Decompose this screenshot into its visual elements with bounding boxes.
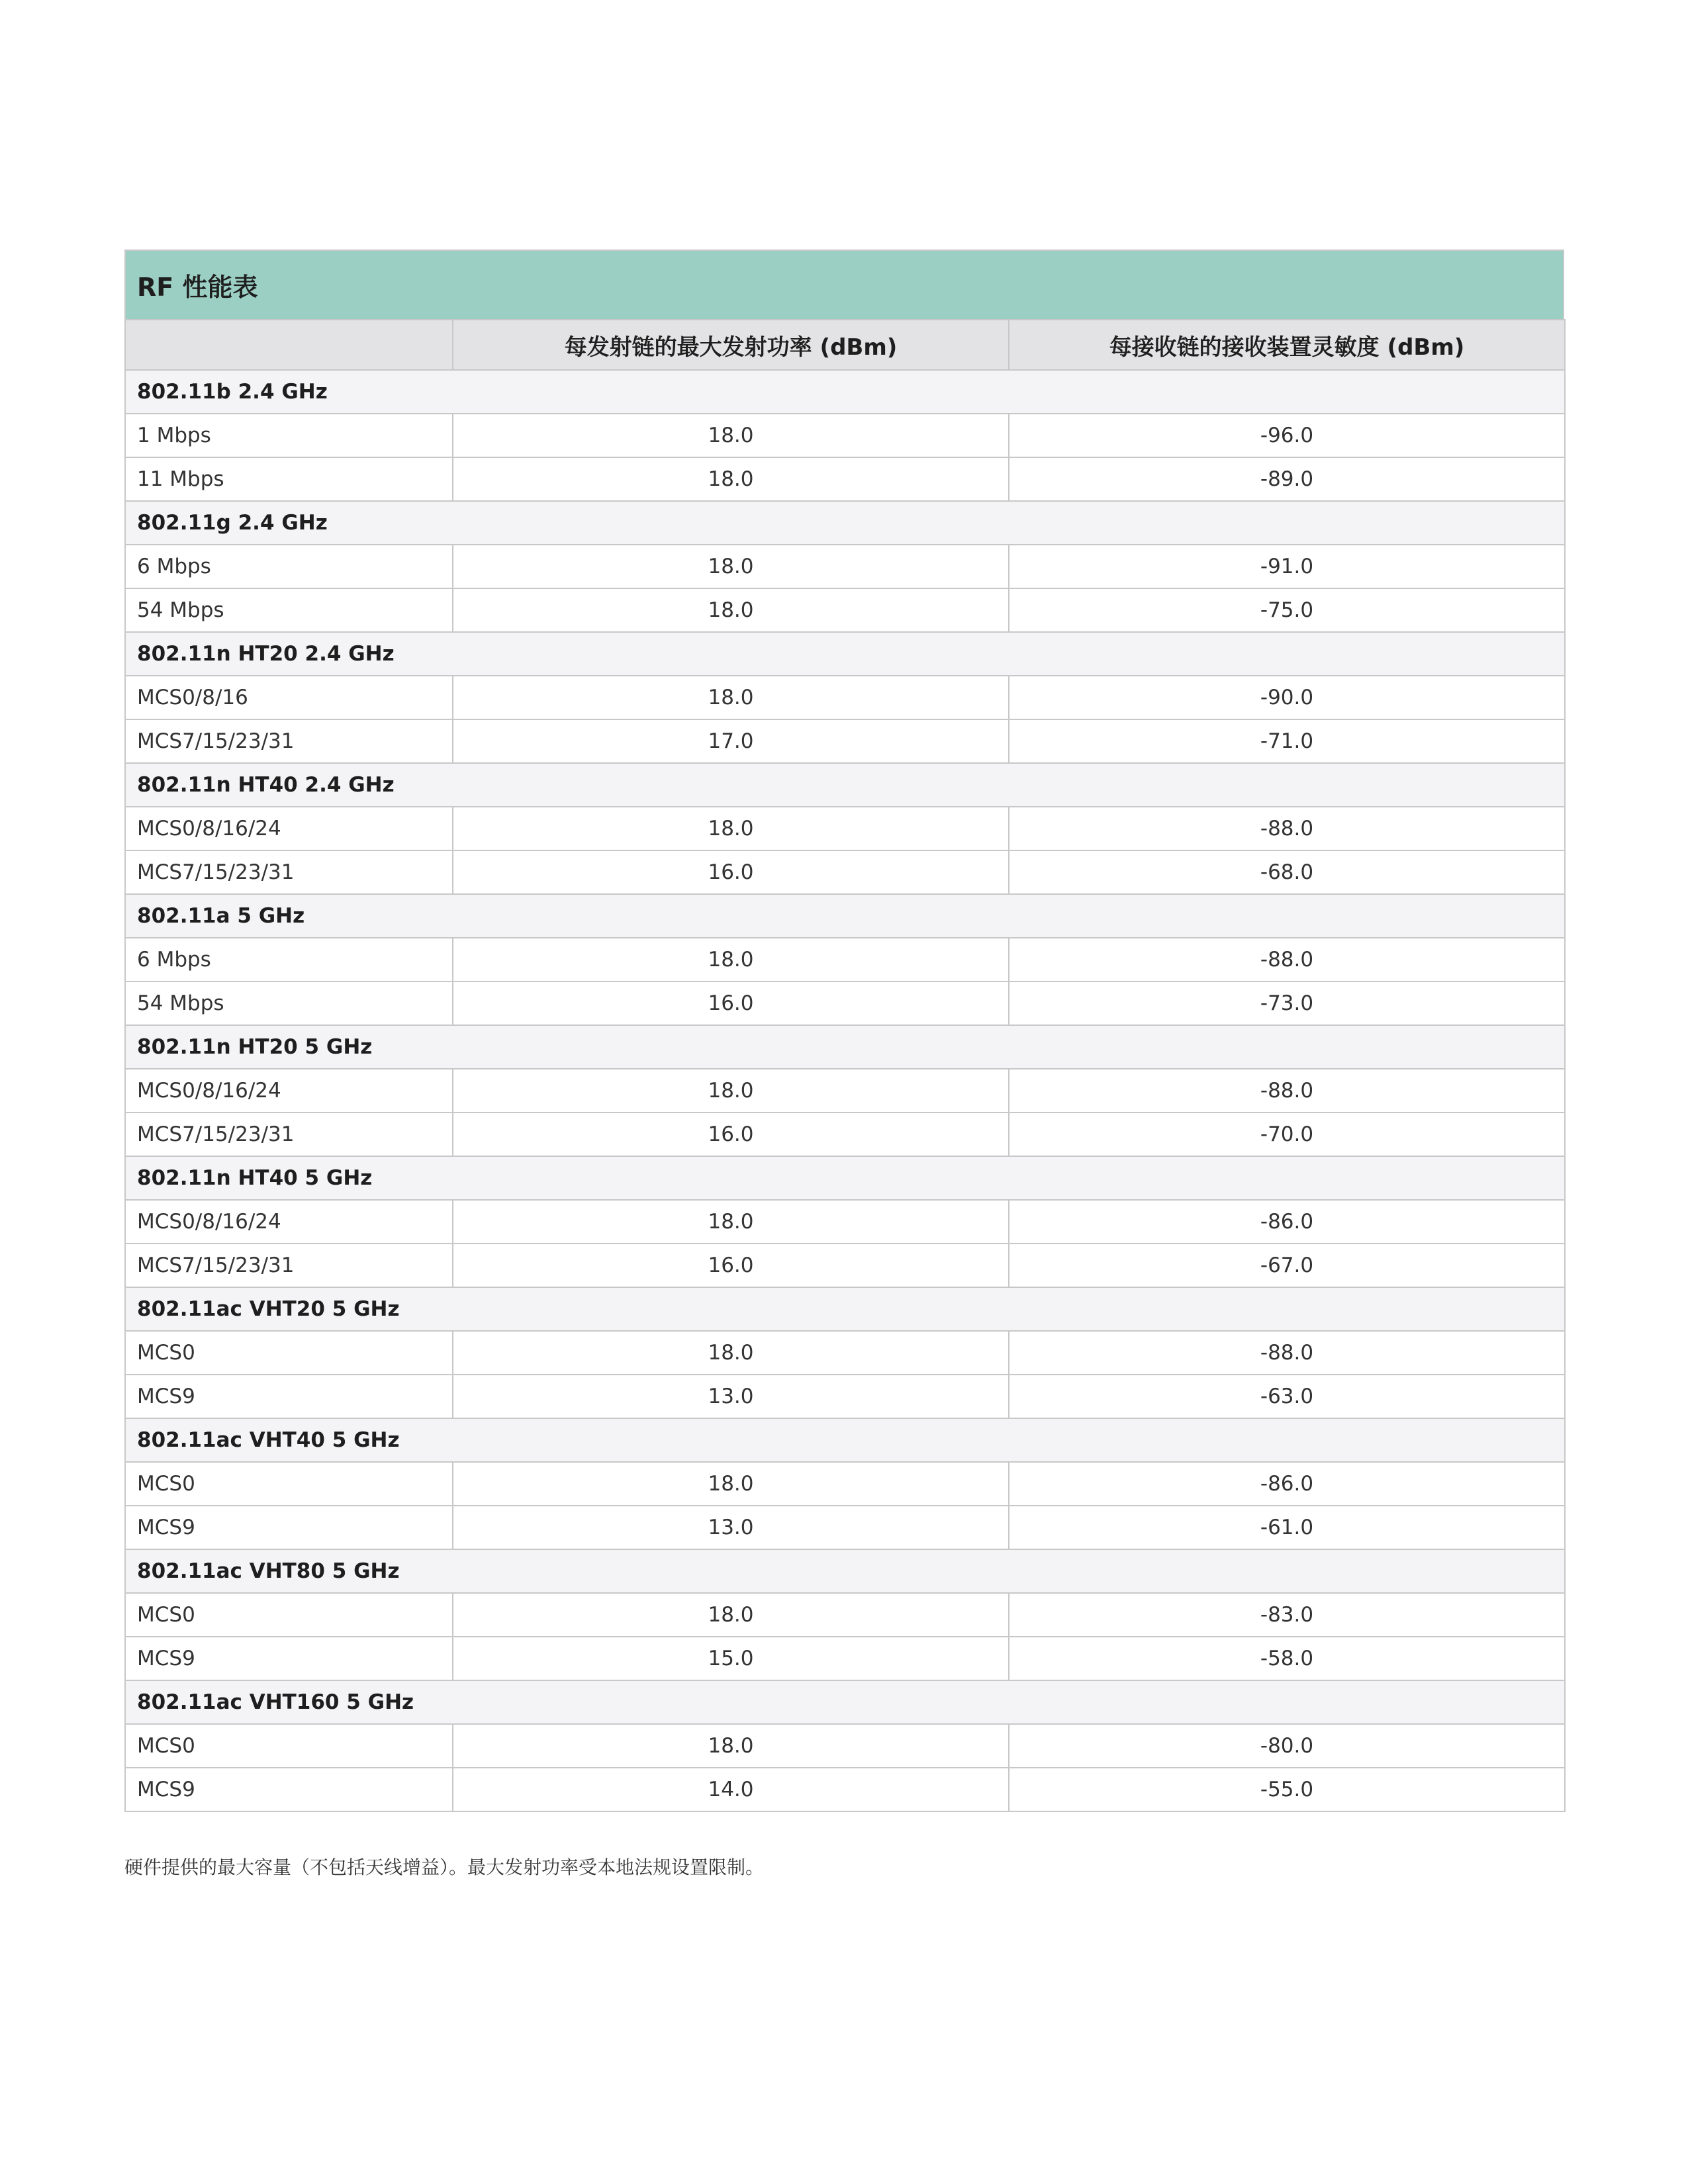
rate-label: MCS0/8/16/24 bbox=[125, 807, 453, 850]
rf-performance-table-wrapper bbox=[124, 250, 1564, 1812]
max-tx-power-value: 13.0 bbox=[453, 1506, 1009, 1549]
section-row bbox=[125, 1287, 1565, 1331]
rx-sensitivity-value: -83.0 bbox=[1009, 1593, 1565, 1637]
max-tx-power-value: 16.0 bbox=[453, 850, 1009, 894]
section-label: 802.11g 2.4 GHz bbox=[125, 501, 1565, 545]
max-tx-power-value: 18.0 bbox=[453, 938, 1009, 981]
table-row bbox=[125, 850, 1565, 894]
max-tx-power-value: 18.0 bbox=[453, 676, 1009, 719]
header-mode bbox=[125, 320, 453, 370]
rate-label: MCS7/15/23/31 bbox=[125, 1244, 453, 1287]
rate-label: MCS9 bbox=[125, 1375, 453, 1418]
rate-label: MCS9 bbox=[125, 1637, 453, 1680]
table-row bbox=[125, 938, 1565, 981]
table-row bbox=[125, 414, 1565, 457]
table-body bbox=[125, 370, 1565, 1811]
rx-sensitivity-value: -96.0 bbox=[1009, 414, 1565, 457]
table-row bbox=[125, 1637, 1565, 1680]
table-row bbox=[125, 1113, 1565, 1156]
rx-sensitivity-value: -55.0 bbox=[1009, 1768, 1565, 1811]
rf-performance-table bbox=[124, 319, 1566, 1812]
table-row bbox=[125, 1244, 1565, 1287]
table-row bbox=[125, 807, 1565, 850]
table-row bbox=[125, 1768, 1565, 1811]
rate-label: 6 Mbps bbox=[125, 545, 453, 588]
rx-sensitivity-value: -67.0 bbox=[1009, 1244, 1565, 1287]
max-tx-power-value: 16.0 bbox=[453, 1244, 1009, 1287]
rx-sensitivity-value: -61.0 bbox=[1009, 1506, 1565, 1549]
section-label: 802.11n HT20 2.4 GHz bbox=[125, 632, 1565, 676]
table-row bbox=[125, 1462, 1565, 1506]
rate-label: MCS0 bbox=[125, 1331, 453, 1375]
rate-label: 11 Mbps bbox=[125, 457, 453, 501]
table-row bbox=[125, 1331, 1565, 1375]
section-row bbox=[125, 632, 1565, 676]
rx-sensitivity-value: -88.0 bbox=[1009, 1069, 1565, 1113]
rx-sensitivity-value: -89.0 bbox=[1009, 457, 1565, 501]
table-row bbox=[125, 981, 1565, 1025]
table-row bbox=[125, 1506, 1565, 1549]
table-header-row bbox=[125, 320, 1565, 370]
section-row bbox=[125, 1025, 1565, 1069]
section-row bbox=[125, 763, 1565, 807]
section-label: 802.11ac VHT160 5 GHz bbox=[125, 1680, 1565, 1724]
max-tx-power-value: 18.0 bbox=[453, 545, 1009, 588]
rx-sensitivity-value: -88.0 bbox=[1009, 1331, 1565, 1375]
rx-sensitivity-value: -91.0 bbox=[1009, 545, 1565, 588]
max-tx-power-value: 13.0 bbox=[453, 1375, 1009, 1418]
header-rx-sensitivity: 每接收链的接收装置灵敏度 (dBm) bbox=[1009, 320, 1565, 370]
rate-label: MCS9 bbox=[125, 1506, 453, 1549]
max-tx-power-value: 18.0 bbox=[453, 1462, 1009, 1506]
max-tx-power-value: 18.0 bbox=[453, 807, 1009, 850]
rx-sensitivity-value: -71.0 bbox=[1009, 719, 1565, 763]
rx-sensitivity-value: -63.0 bbox=[1009, 1375, 1565, 1418]
section-label: 802.11ac VHT40 5 GHz bbox=[125, 1418, 1565, 1462]
rate-label: MCS0 bbox=[125, 1724, 453, 1768]
rx-sensitivity-value: -75.0 bbox=[1009, 588, 1565, 632]
section-row bbox=[125, 1680, 1565, 1724]
section-label: 802.11ac VHT80 5 GHz bbox=[125, 1549, 1565, 1593]
max-tx-power-value: 16.0 bbox=[453, 1113, 1009, 1156]
rate-label: 54 Mbps bbox=[125, 588, 453, 632]
rx-sensitivity-value: -80.0 bbox=[1009, 1724, 1565, 1768]
max-tx-power-value: 16.0 bbox=[453, 981, 1009, 1025]
max-tx-power-value: 18.0 bbox=[453, 1069, 1009, 1113]
rx-sensitivity-value: -90.0 bbox=[1009, 676, 1565, 719]
table-row bbox=[125, 1375, 1565, 1418]
rate-label: 1 Mbps bbox=[125, 414, 453, 457]
rx-sensitivity-value: -70.0 bbox=[1009, 1113, 1565, 1156]
section-label: 802.11b 2.4 GHz bbox=[125, 370, 1565, 414]
rx-sensitivity-value: -58.0 bbox=[1009, 1637, 1565, 1680]
rate-label: MCS9 bbox=[125, 1768, 453, 1811]
rx-sensitivity-value: -86.0 bbox=[1009, 1462, 1565, 1506]
rx-sensitivity-value: -73.0 bbox=[1009, 981, 1565, 1025]
max-tx-power-value: 15.0 bbox=[453, 1637, 1009, 1680]
table-title: RF 性能表 bbox=[124, 250, 1564, 319]
rate-label: 54 Mbps bbox=[125, 981, 453, 1025]
section-row bbox=[125, 1156, 1565, 1200]
section-label: 802.11n HT40 2.4 GHz bbox=[125, 763, 1565, 807]
rx-sensitivity-value: -68.0 bbox=[1009, 850, 1565, 894]
table-row bbox=[125, 1724, 1565, 1768]
section-row bbox=[125, 894, 1565, 938]
rate-label: MCS0 bbox=[125, 1593, 453, 1637]
max-tx-power-value: 18.0 bbox=[453, 1724, 1009, 1768]
table-row bbox=[125, 1593, 1565, 1637]
table-row bbox=[125, 719, 1565, 763]
rx-sensitivity-value: -88.0 bbox=[1009, 938, 1565, 981]
section-row bbox=[125, 370, 1565, 414]
rate-label: MCS7/15/23/31 bbox=[125, 719, 453, 763]
rate-label: MCS0/8/16 bbox=[125, 676, 453, 719]
table-row bbox=[125, 588, 1565, 632]
max-tx-power-value: 14.0 bbox=[453, 1768, 1009, 1811]
table-row bbox=[125, 545, 1565, 588]
rate-label: MCS0/8/16/24 bbox=[125, 1200, 453, 1244]
section-label: 802.11ac VHT20 5 GHz bbox=[125, 1287, 1565, 1331]
rate-label: MCS0 bbox=[125, 1462, 453, 1506]
section-label: 802.11n HT40 5 GHz bbox=[125, 1156, 1565, 1200]
rx-sensitivity-value: -88.0 bbox=[1009, 807, 1565, 850]
section-label: 802.11n HT20 5 GHz bbox=[125, 1025, 1565, 1069]
rate-label: MCS0/8/16/24 bbox=[125, 1069, 453, 1113]
table-row bbox=[125, 1069, 1565, 1113]
rx-sensitivity-value: -86.0 bbox=[1009, 1200, 1565, 1244]
section-label: 802.11a 5 GHz bbox=[125, 894, 1565, 938]
rate-label: 6 Mbps bbox=[125, 938, 453, 981]
section-row bbox=[125, 1418, 1565, 1462]
rate-label: MCS7/15/23/31 bbox=[125, 850, 453, 894]
table-row bbox=[125, 457, 1565, 501]
max-tx-power-value: 18.0 bbox=[453, 1593, 1009, 1637]
rate-label: MCS7/15/23/31 bbox=[125, 1113, 453, 1156]
max-tx-power-value: 18.0 bbox=[453, 588, 1009, 632]
max-tx-power-value: 18.0 bbox=[453, 457, 1009, 501]
section-row bbox=[125, 1549, 1565, 1593]
max-tx-power-value: 18.0 bbox=[453, 414, 1009, 457]
header-max-tx-power: 每发射链的最大发射功率 (dBm) bbox=[453, 320, 1009, 370]
section-row bbox=[125, 501, 1565, 545]
table-row bbox=[125, 676, 1565, 719]
max-tx-power-value: 17.0 bbox=[453, 719, 1009, 763]
max-tx-power-value: 18.0 bbox=[453, 1331, 1009, 1375]
max-tx-power-value: 18.0 bbox=[453, 1200, 1009, 1244]
table-row bbox=[125, 1200, 1565, 1244]
footnote: 硬件提供的最大容量（不包括天线增益）。最大发射功率受本地法规设置限制。 bbox=[124, 1856, 765, 1878]
